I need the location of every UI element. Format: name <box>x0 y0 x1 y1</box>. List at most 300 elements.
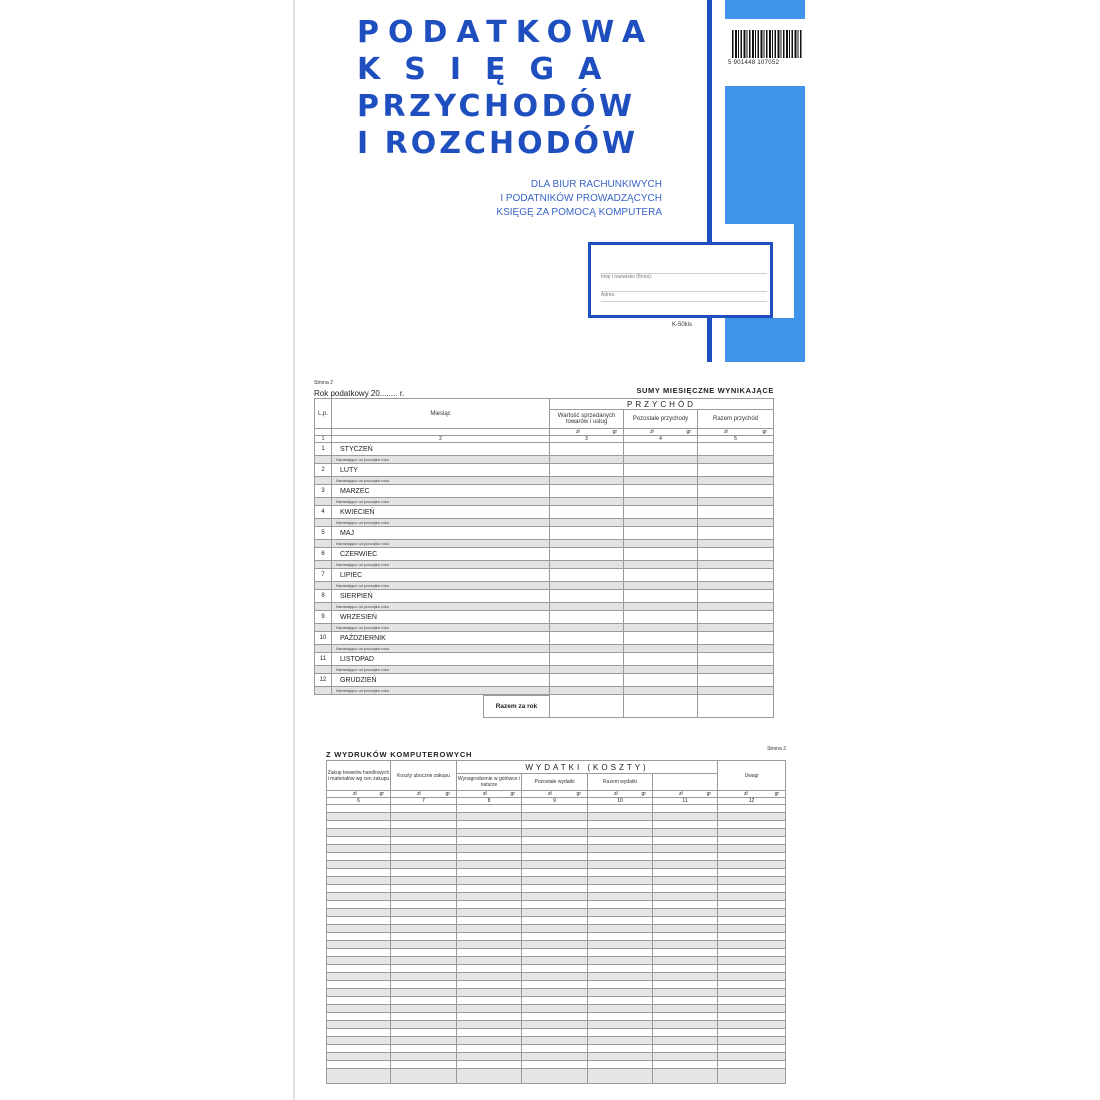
total-income-cell[interactable] <box>698 611 774 624</box>
expense-cell[interactable] <box>718 853 786 861</box>
expense-cell[interactable] <box>588 1037 653 1045</box>
expense-cell[interactable] <box>653 885 718 893</box>
cumulative-other-cell[interactable] <box>624 540 698 548</box>
expense-cell[interactable] <box>457 1037 522 1045</box>
expense-cell[interactable] <box>391 877 457 885</box>
expense-cell[interactable] <box>327 813 391 821</box>
expense-cell[interactable] <box>653 1061 718 1069</box>
expense-cell[interactable] <box>327 901 391 909</box>
expense-cell[interactable] <box>457 861 522 869</box>
expense-cell[interactable] <box>522 861 588 869</box>
expense-cell[interactable] <box>457 917 522 925</box>
cumulative-sales-cell[interactable] <box>550 582 624 590</box>
expense-cell[interactable] <box>522 997 588 1005</box>
expense-cell[interactable] <box>718 973 786 981</box>
expense-cell[interactable] <box>718 1021 786 1029</box>
expense-cell[interactable] <box>718 869 786 877</box>
cumulative-other-cell[interactable] <box>624 624 698 632</box>
expense-cell[interactable] <box>653 845 718 853</box>
expense-cell[interactable] <box>588 1069 653 1084</box>
expense-cell[interactable] <box>522 893 588 901</box>
cumulative-other-cell[interactable] <box>624 666 698 674</box>
cumulative-other-cell[interactable] <box>624 519 698 527</box>
owner-address-field[interactable]: Adres: <box>601 291 767 298</box>
expense-cell[interactable] <box>718 901 786 909</box>
other-income-cell[interactable] <box>624 464 698 477</box>
total-income-cell[interactable] <box>698 527 774 540</box>
expense-cell[interactable] <box>327 973 391 981</box>
cumulative-total-cell[interactable] <box>698 561 774 569</box>
expense-cell[interactable] <box>653 965 718 973</box>
expense-cell[interactable] <box>588 1053 653 1061</box>
expense-cell[interactable] <box>718 821 786 829</box>
expense-cell[interactable] <box>588 853 653 861</box>
total-income-cell[interactable] <box>698 632 774 645</box>
expense-cell[interactable] <box>327 1037 391 1045</box>
expense-cell[interactable] <box>391 893 457 901</box>
expense-cell[interactable] <box>522 1013 588 1021</box>
cumulative-total-cell[interactable] <box>698 477 774 485</box>
cumulative-sales-cell[interactable] <box>550 561 624 569</box>
expense-cell[interactable] <box>588 1061 653 1069</box>
expense-cell[interactable] <box>588 909 653 917</box>
expense-cell[interactable] <box>327 965 391 973</box>
sales-cell[interactable] <box>550 464 624 477</box>
expense-cell[interactable] <box>391 941 457 949</box>
expense-cell[interactable] <box>718 997 786 1005</box>
expense-cell[interactable] <box>718 877 786 885</box>
expense-cell[interactable] <box>457 981 522 989</box>
expense-cell[interactable] <box>718 1029 786 1037</box>
expense-cell[interactable] <box>718 885 786 893</box>
expense-cell[interactable] <box>457 869 522 877</box>
sales-cell[interactable] <box>550 569 624 582</box>
expense-cell[interactable] <box>522 805 588 813</box>
sales-cell[interactable] <box>550 674 624 687</box>
expense-cell[interactable] <box>653 1029 718 1037</box>
expense-cell[interactable] <box>653 933 718 941</box>
expense-cell[interactable] <box>457 893 522 901</box>
expense-cell[interactable] <box>653 877 718 885</box>
expense-cell[interactable] <box>718 805 786 813</box>
expense-cell[interactable] <box>391 973 457 981</box>
expense-cell[interactable] <box>653 893 718 901</box>
expense-cell[interactable] <box>457 829 522 837</box>
expense-cell[interactable] <box>457 885 522 893</box>
expense-cell[interactable] <box>653 869 718 877</box>
sales-cell[interactable] <box>550 527 624 540</box>
expense-cell[interactable] <box>522 877 588 885</box>
expense-cell[interactable] <box>653 837 718 845</box>
expense-cell[interactable] <box>718 941 786 949</box>
sales-cell[interactable] <box>550 590 624 603</box>
expense-cell[interactable] <box>718 813 786 821</box>
expense-cell[interactable] <box>653 1045 718 1053</box>
expense-cell[interactable] <box>522 941 588 949</box>
expense-cell[interactable] <box>391 909 457 917</box>
expense-cell[interactable] <box>718 1045 786 1053</box>
total-income-cell[interactable] <box>698 590 774 603</box>
expense-cell[interactable] <box>522 1037 588 1045</box>
expense-cell[interactable] <box>522 1021 588 1029</box>
expense-cell[interactable] <box>327 877 391 885</box>
expense-cell[interactable] <box>718 1013 786 1021</box>
cumulative-total-cell[interactable] <box>698 540 774 548</box>
expense-cell[interactable] <box>653 973 718 981</box>
expense-cell[interactable] <box>457 877 522 885</box>
expense-cell[interactable] <box>718 989 786 997</box>
expense-cell[interactable] <box>391 885 457 893</box>
expense-cell[interactable] <box>327 1013 391 1021</box>
expense-cell[interactable] <box>588 925 653 933</box>
cumulative-sales-cell[interactable] <box>550 498 624 506</box>
expense-cell[interactable] <box>718 981 786 989</box>
expense-cell[interactable] <box>457 1061 522 1069</box>
expense-cell[interactable] <box>718 861 786 869</box>
expense-cell[interactable] <box>457 821 522 829</box>
expense-cell[interactable] <box>522 837 588 845</box>
expense-cell[interactable] <box>391 965 457 973</box>
expense-cell[interactable] <box>457 853 522 861</box>
expense-cell[interactable] <box>718 949 786 957</box>
expense-cell[interactable] <box>718 1061 786 1069</box>
expense-cell[interactable] <box>391 949 457 957</box>
expense-cell[interactable] <box>653 957 718 965</box>
expense-cell[interactable] <box>457 957 522 965</box>
expense-cell[interactable] <box>457 965 522 973</box>
expense-cell[interactable] <box>327 941 391 949</box>
expense-cell[interactable] <box>653 917 718 925</box>
expense-cell[interactable] <box>588 981 653 989</box>
expense-cell[interactable] <box>653 805 718 813</box>
cumulative-sales-cell[interactable] <box>550 666 624 674</box>
expense-cell[interactable] <box>457 989 522 997</box>
total-income-cell[interactable] <box>698 653 774 666</box>
expense-cell[interactable] <box>522 973 588 981</box>
expense-cell[interactable] <box>522 821 588 829</box>
sales-cell[interactable] <box>550 485 624 498</box>
expense-cell[interactable] <box>391 805 457 813</box>
expense-cell[interactable] <box>522 853 588 861</box>
total-income-cell[interactable] <box>698 506 774 519</box>
expense-cell[interactable] <box>391 901 457 909</box>
expense-cell[interactable] <box>522 989 588 997</box>
expense-cell[interactable] <box>718 1005 786 1013</box>
expense-cell[interactable] <box>327 981 391 989</box>
expense-cell[interactable] <box>522 1005 588 1013</box>
expense-cell[interactable] <box>588 837 653 845</box>
total-income-cell[interactable] <box>698 443 774 456</box>
total-income-cell[interactable] <box>698 548 774 561</box>
year-total-income[interactable] <box>698 695 774 718</box>
expense-cell[interactable] <box>457 845 522 853</box>
cumulative-other-cell[interactable] <box>624 582 698 590</box>
expense-cell[interactable] <box>522 909 588 917</box>
expense-cell[interactable] <box>588 821 653 829</box>
expense-cell[interactable] <box>391 1005 457 1013</box>
expense-cell[interactable] <box>653 1053 718 1061</box>
sales-cell[interactable] <box>550 506 624 519</box>
sales-cell[interactable] <box>550 632 624 645</box>
expense-cell[interactable] <box>327 1069 391 1084</box>
expense-cell[interactable] <box>522 981 588 989</box>
sales-cell[interactable] <box>550 443 624 456</box>
expense-cell[interactable] <box>718 933 786 941</box>
expense-cell[interactable] <box>718 845 786 853</box>
cumulative-sales-cell[interactable] <box>550 519 624 527</box>
other-income-cell[interactable] <box>624 590 698 603</box>
expense-cell[interactable] <box>588 965 653 973</box>
cumulative-sales-cell[interactable] <box>550 540 624 548</box>
expense-cell[interactable] <box>588 845 653 853</box>
expense-cell[interactable] <box>327 997 391 1005</box>
cumulative-total-cell[interactable] <box>698 645 774 653</box>
expense-cell[interactable] <box>588 805 653 813</box>
expense-cell[interactable] <box>522 829 588 837</box>
expense-cell[interactable] <box>327 805 391 813</box>
sales-cell[interactable] <box>550 611 624 624</box>
owner-address-line[interactable] <box>601 301 767 302</box>
expense-cell[interactable] <box>327 957 391 965</box>
expense-cell[interactable] <box>718 965 786 973</box>
expense-cell[interactable] <box>588 893 653 901</box>
expense-cell[interactable] <box>457 1045 522 1053</box>
expense-cell[interactable] <box>457 933 522 941</box>
cumulative-sales-cell[interactable] <box>550 456 624 464</box>
expense-cell[interactable] <box>522 965 588 973</box>
expense-cell[interactable] <box>588 877 653 885</box>
expense-cell[interactable] <box>588 917 653 925</box>
expense-cell[interactable] <box>391 997 457 1005</box>
expense-cell[interactable] <box>588 901 653 909</box>
expense-cell[interactable] <box>457 909 522 917</box>
other-income-cell[interactable] <box>624 611 698 624</box>
expense-cell[interactable] <box>391 1037 457 1045</box>
expense-cell[interactable] <box>588 997 653 1005</box>
expense-cell[interactable] <box>327 1053 391 1061</box>
expense-cell[interactable] <box>457 805 522 813</box>
expense-cell[interactable] <box>391 1021 457 1029</box>
expense-cell[interactable] <box>391 925 457 933</box>
expense-cell[interactable] <box>653 853 718 861</box>
expense-cell[interactable] <box>457 1021 522 1029</box>
other-income-cell[interactable] <box>624 632 698 645</box>
expense-cell[interactable] <box>522 1069 588 1084</box>
expense-cell[interactable] <box>391 1061 457 1069</box>
expense-cell[interactable] <box>327 861 391 869</box>
cumulative-other-cell[interactable] <box>624 687 698 695</box>
expense-cell[interactable] <box>522 933 588 941</box>
expense-cell[interactable] <box>588 973 653 981</box>
expense-cell[interactable] <box>653 1037 718 1045</box>
cumulative-total-cell[interactable] <box>698 603 774 611</box>
cumulative-other-cell[interactable] <box>624 645 698 653</box>
expense-cell[interactable] <box>457 901 522 909</box>
expense-cell[interactable] <box>522 917 588 925</box>
expense-cell[interactable] <box>391 989 457 997</box>
expense-cell[interactable] <box>653 1005 718 1013</box>
expense-cell[interactable] <box>588 949 653 957</box>
cumulative-total-cell[interactable] <box>698 582 774 590</box>
expense-cell[interactable] <box>391 845 457 853</box>
expense-cell[interactable] <box>391 917 457 925</box>
expense-cell[interactable] <box>391 813 457 821</box>
cumulative-sales-cell[interactable] <box>550 603 624 611</box>
expense-cell[interactable] <box>653 941 718 949</box>
other-income-cell[interactable] <box>624 653 698 666</box>
year-total-sales[interactable] <box>550 695 624 718</box>
expense-cell[interactable] <box>457 1029 522 1037</box>
sales-cell[interactable] <box>550 548 624 561</box>
expense-cell[interactable] <box>718 909 786 917</box>
expense-cell[interactable] <box>653 861 718 869</box>
expense-cell[interactable] <box>457 973 522 981</box>
expense-cell[interactable] <box>457 1053 522 1061</box>
expense-cell[interactable] <box>327 989 391 997</box>
cumulative-total-cell[interactable] <box>698 687 774 695</box>
expense-cell[interactable] <box>457 941 522 949</box>
expense-cell[interactable] <box>653 949 718 957</box>
expense-cell[interactable] <box>327 885 391 893</box>
expense-cell[interactable] <box>327 1021 391 1029</box>
cumulative-other-cell[interactable] <box>624 561 698 569</box>
cumulative-other-cell[interactable] <box>624 603 698 611</box>
cumulative-sales-cell[interactable] <box>550 687 624 695</box>
expense-cell[interactable] <box>327 837 391 845</box>
expense-cell[interactable] <box>391 861 457 869</box>
expense-cell[interactable] <box>653 925 718 933</box>
expense-cell[interactable] <box>653 813 718 821</box>
other-income-cell[interactable] <box>624 674 698 687</box>
expense-cell[interactable] <box>327 949 391 957</box>
expense-cell[interactable] <box>522 813 588 821</box>
expense-cell[interactable] <box>327 1061 391 1069</box>
expense-cell[interactable] <box>391 957 457 965</box>
expense-cell[interactable] <box>391 1053 457 1061</box>
expense-cell[interactable] <box>588 829 653 837</box>
expense-cell[interactable] <box>327 1045 391 1053</box>
cumulative-total-cell[interactable] <box>698 624 774 632</box>
expense-cell[interactable] <box>391 1013 457 1021</box>
expense-cell[interactable] <box>522 1061 588 1069</box>
expense-cell[interactable] <box>718 1069 786 1084</box>
expense-cell[interactable] <box>522 925 588 933</box>
year-total-other[interactable] <box>624 695 698 718</box>
expense-cell[interactable] <box>588 813 653 821</box>
expense-cell[interactable] <box>391 981 457 989</box>
expense-cell[interactable] <box>327 1029 391 1037</box>
expense-cell[interactable] <box>522 1053 588 1061</box>
expense-cell[interactable] <box>718 957 786 965</box>
expense-cell[interactable] <box>391 829 457 837</box>
expense-cell[interactable] <box>588 885 653 893</box>
total-income-cell[interactable] <box>698 569 774 582</box>
expense-cell[interactable] <box>522 957 588 965</box>
expense-cell[interactable] <box>718 829 786 837</box>
expense-cell[interactable] <box>522 949 588 957</box>
cumulative-total-cell[interactable] <box>698 666 774 674</box>
expense-cell[interactable] <box>718 837 786 845</box>
cumulative-other-cell[interactable] <box>624 477 698 485</box>
expense-cell[interactable] <box>718 1037 786 1045</box>
expense-cell[interactable] <box>522 1029 588 1037</box>
expense-cell[interactable] <box>327 869 391 877</box>
expense-cell[interactable] <box>391 933 457 941</box>
expense-cell[interactable] <box>457 949 522 957</box>
expense-cell[interactable] <box>327 925 391 933</box>
other-income-cell[interactable] <box>624 548 698 561</box>
expense-cell[interactable] <box>327 917 391 925</box>
expense-cell[interactable] <box>327 933 391 941</box>
expense-cell[interactable] <box>391 837 457 845</box>
expense-cell[interactable] <box>588 1021 653 1029</box>
cumulative-total-cell[interactable] <box>698 498 774 506</box>
expense-cell[interactable] <box>653 821 718 829</box>
expense-cell[interactable] <box>457 1005 522 1013</box>
expense-cell[interactable] <box>588 1029 653 1037</box>
expense-cell[interactable] <box>327 893 391 901</box>
expense-cell[interactable] <box>718 925 786 933</box>
expense-cell[interactable] <box>522 885 588 893</box>
cumulative-sales-cell[interactable] <box>550 624 624 632</box>
expense-cell[interactable] <box>588 941 653 949</box>
expense-cell[interactable] <box>653 909 718 917</box>
other-income-cell[interactable] <box>624 506 698 519</box>
expense-cell[interactable] <box>718 917 786 925</box>
expense-cell[interactable] <box>588 957 653 965</box>
sales-cell[interactable] <box>550 653 624 666</box>
cumulative-other-cell[interactable] <box>624 498 698 506</box>
expense-cell[interactable] <box>588 1005 653 1013</box>
cumulative-total-cell[interactable] <box>698 456 774 464</box>
expense-cell[interactable] <box>327 1005 391 1013</box>
expense-cell[interactable] <box>588 933 653 941</box>
expense-cell[interactable] <box>522 869 588 877</box>
expense-cell[interactable] <box>327 821 391 829</box>
expense-cell[interactable] <box>718 893 786 901</box>
total-income-cell[interactable] <box>698 674 774 687</box>
other-income-cell[interactable] <box>624 485 698 498</box>
expense-cell[interactable] <box>457 1013 522 1021</box>
expense-cell[interactable] <box>588 1045 653 1053</box>
expense-cell[interactable] <box>327 829 391 837</box>
expense-cell[interactable] <box>457 837 522 845</box>
expense-cell[interactable] <box>457 925 522 933</box>
total-income-cell[interactable] <box>698 485 774 498</box>
owner-name-field[interactable]: Imię i nazwisko (firma): <box>601 273 767 280</box>
expense-cell[interactable] <box>653 1021 718 1029</box>
expense-cell[interactable] <box>653 981 718 989</box>
expense-cell[interactable] <box>653 901 718 909</box>
cumulative-total-cell[interactable] <box>698 519 774 527</box>
cumulative-sales-cell[interactable] <box>550 477 624 485</box>
total-income-cell[interactable] <box>698 464 774 477</box>
expense-cell[interactable] <box>391 853 457 861</box>
expense-cell[interactable] <box>457 1069 522 1084</box>
expense-cell[interactable] <box>588 861 653 869</box>
expense-cell[interactable] <box>391 869 457 877</box>
expense-cell[interactable] <box>653 989 718 997</box>
expense-cell[interactable] <box>327 853 391 861</box>
expense-cell[interactable] <box>522 901 588 909</box>
expense-cell[interactable] <box>327 845 391 853</box>
expense-cell[interactable] <box>653 997 718 1005</box>
cumulative-other-cell[interactable] <box>624 456 698 464</box>
expense-cell[interactable] <box>588 989 653 997</box>
expense-cell[interactable] <box>391 1069 457 1084</box>
other-income-cell[interactable] <box>624 569 698 582</box>
expense-cell[interactable] <box>457 997 522 1005</box>
